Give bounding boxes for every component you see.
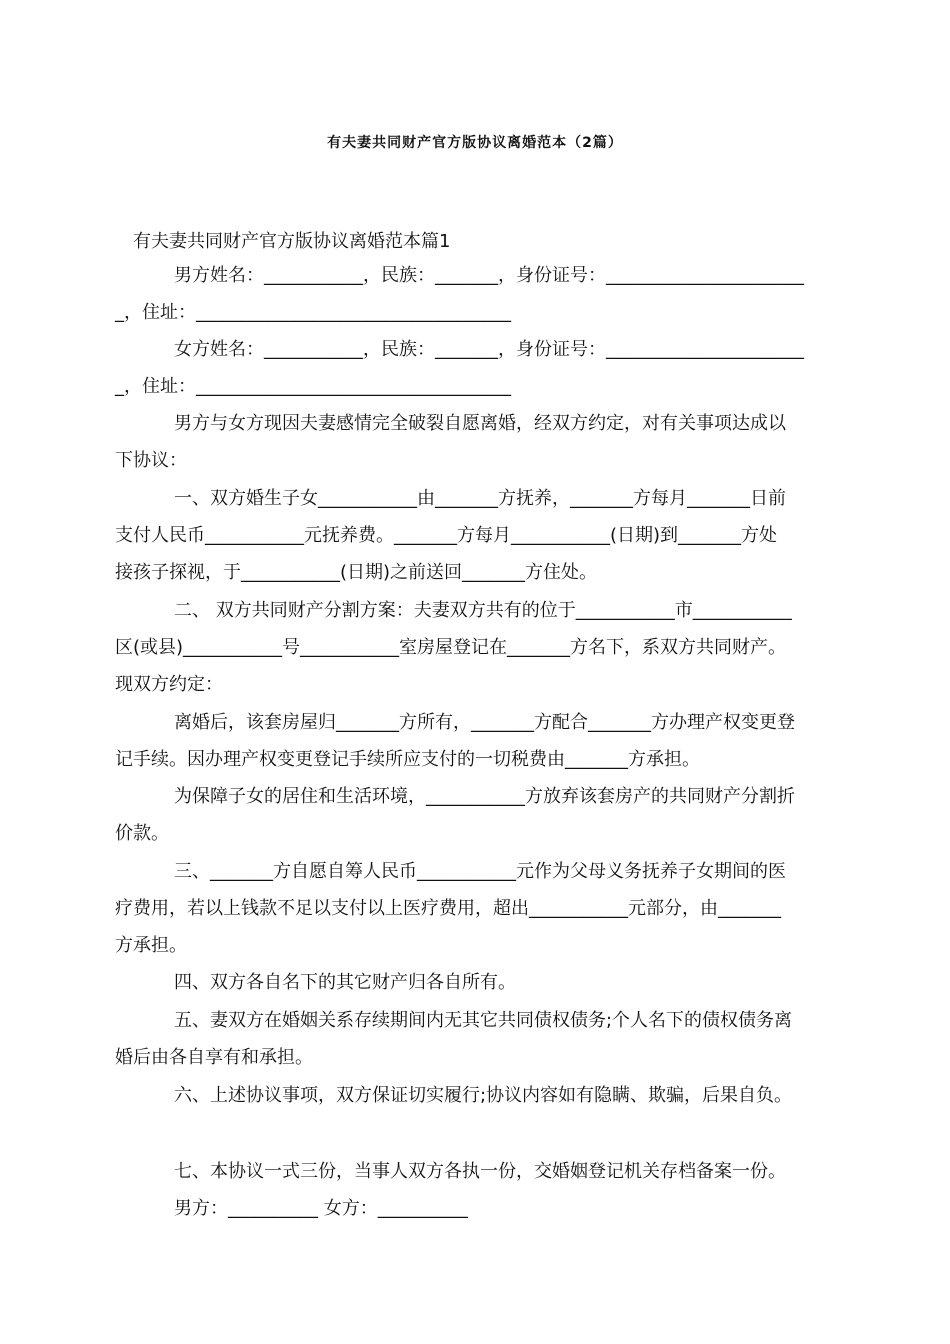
clause-six-line: 六、上述协议事项，双方保证切实履行;协议内容如有隐瞒、欺骗，后果自负。 — [174, 1085, 793, 1106]
signature-line: 男方：__________ 女方：__________ — [174, 1198, 468, 1219]
clause-three-line: 方承担。 — [115, 935, 187, 956]
clause-three-line: 三、_______方自愿自筹人民币___________元作为父母义务抚养子女期间的医 — [174, 861, 786, 882]
house-clause-line: 记手续。因办理产权变更登记手续所应支付的一切税费由_______方承担。 — [115, 749, 700, 770]
intro-paragraph-line: 下协议： — [115, 450, 187, 471]
female-address-line: _，住址：___________________________________ — [115, 376, 511, 397]
clause-three-line: 疗费用，若以上钱款不足以支付以上医疗费用，超出___________元部分，由_______ — [115, 898, 781, 919]
clause-one-line: 支付人民币___________元抚养费。_______方每月___________(日期)到_______方处 — [115, 525, 778, 546]
male-info-line: 男方姓名：___________，民族：_______，身份证号：______________________ — [174, 265, 804, 286]
document-subtitle: 有夫妻共同财产官方版协议离婚范本篇1 — [133, 231, 451, 252]
clause-one-line: 接孩子探视，于___________(日期)之前送回_______方住处。 — [115, 562, 598, 583]
clause-two-line: 现双方约定： — [115, 674, 223, 695]
children-housing-line: 为保障子女的居住和生活环境，___________方放弃该套房产的共同财产分割折 — [174, 786, 795, 807]
female-info-line: 女方姓名：___________，民族：_______，身份证号：______________________ — [174, 339, 804, 360]
clause-five-line: 婚后由各自享有和承担。 — [115, 1047, 313, 1068]
clause-seven-line: 七、本协议一式三份，当事人双方各执一份，交婚姻登记机关存档备案一份。 — [174, 1161, 786, 1182]
intro-paragraph-line: 男方与女方现因夫妻感情完全破裂自愿离婚，经双方约定，对有关事项达成以 — [174, 413, 786, 434]
clause-two-line: 区(或县)___________号___________室房屋登记在_______方名下，系双方共同财产。 — [115, 637, 787, 658]
clause-two-line: 二、 双方共同财产分割方案：夫妻双方共有的位于___________市___________ — [174, 600, 792, 621]
clause-five-line: 五、妻双方在婚姻关系存续期间内无其它共同债权债务;个人名下的债权债务离 — [174, 1010, 793, 1031]
clause-one-line: 一、双方婚生子女___________由_______方抚养，_______方每月_______日前 — [174, 488, 786, 509]
male-address-line: _，住址：___________________________________ — [115, 302, 511, 323]
clause-four-line: 四、双方各自名下的其它财产归各自所有。 — [174, 972, 516, 993]
document-title: 有夫妻共同财产官方版协议离婚范本（2篇） — [327, 135, 623, 151]
house-clause-line: 离婚后，该套房屋归_______方所有，_______方配合_______方办理产权变更登 — [174, 712, 795, 733]
children-housing-line: 价款。 — [115, 823, 169, 844]
